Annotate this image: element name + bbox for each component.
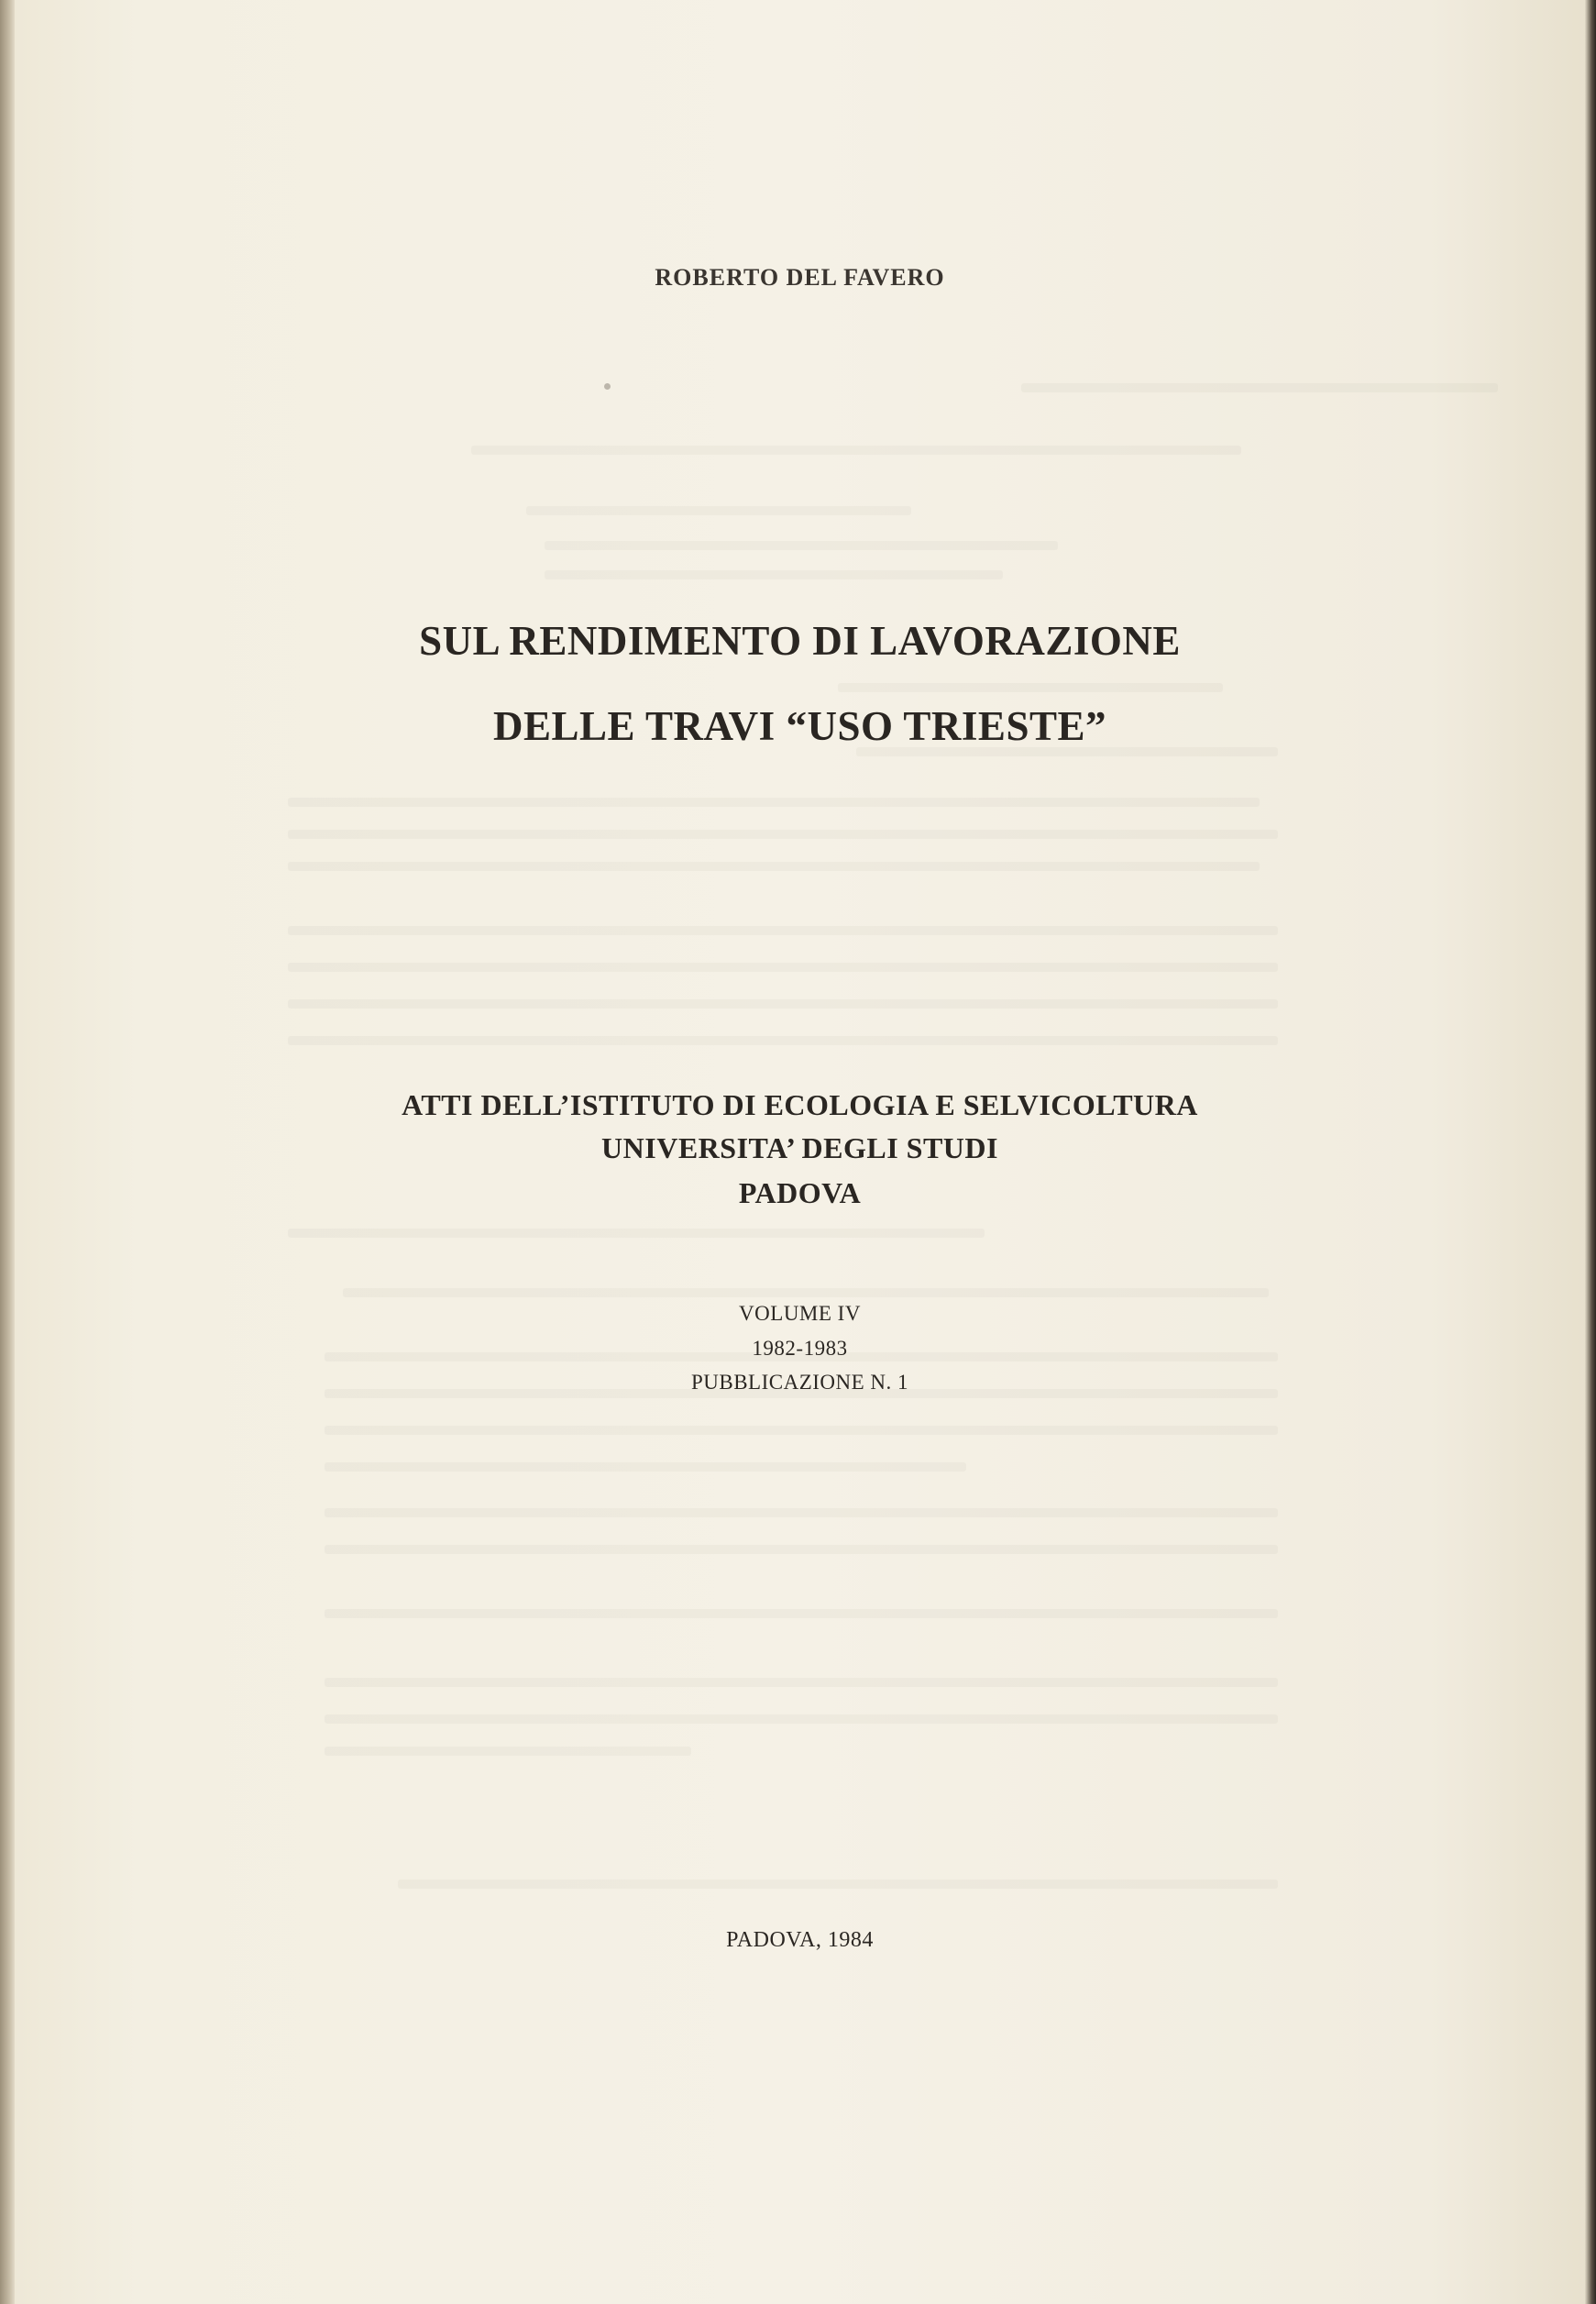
bleed-through bbox=[325, 1609, 1278, 1618]
bleed-through bbox=[545, 570, 1003, 579]
bleed-through bbox=[325, 1714, 1278, 1724]
volume-years: 1982-1983 bbox=[752, 1337, 848, 1360]
page-edge-shadow bbox=[1585, 0, 1596, 2304]
author-name: ROBERTO DEL FAVERO bbox=[655, 264, 945, 291]
publication-number: PUBBLICAZIONE N. 1 bbox=[690, 1371, 909, 1394]
bleed-through bbox=[288, 926, 1278, 935]
bleed-through bbox=[545, 541, 1058, 550]
bleed-through bbox=[526, 506, 911, 515]
bleed-through bbox=[325, 1747, 691, 1756]
bleed-through bbox=[398, 1880, 1278, 1889]
bleed-through bbox=[325, 1426, 1278, 1435]
binding-edge bbox=[0, 0, 15, 2304]
bleed-through bbox=[325, 1545, 1278, 1554]
bleed-through bbox=[471, 446, 1241, 455]
title-line-1: SUL RENDIMENTO DI LAVORAZIONE bbox=[419, 618, 1181, 664]
bleed-through bbox=[325, 1678, 1278, 1687]
institution-line-3: PADOVA bbox=[738, 1176, 862, 1209]
bleed-through bbox=[343, 1288, 1269, 1297]
title-line-2: DELLE TRAVI “USO TRIESTE” bbox=[492, 703, 1107, 749]
bleed-through bbox=[288, 1036, 1278, 1045]
paper-speck bbox=[604, 383, 611, 390]
bleed-through bbox=[288, 862, 1260, 871]
bleed-through bbox=[325, 1508, 1278, 1517]
bleed-through bbox=[325, 1462, 966, 1472]
bleed-through bbox=[838, 683, 1223, 692]
bleed-through bbox=[288, 1229, 985, 1238]
bleed-through bbox=[288, 830, 1278, 839]
bleed-through bbox=[1021, 383, 1498, 392]
institution-line-1: ATTI DELL’ISTITUTO DI ECOLOGIA E SELVICOLTURA bbox=[402, 1088, 1198, 1121]
title-page bbox=[13, 0, 1587, 2304]
bleed-through bbox=[288, 963, 1278, 972]
institution-line-2: UNIVERSITA’ DEGLI STUDI bbox=[601, 1131, 998, 1164]
imprint-place-date: PADOVA, 1984 bbox=[726, 1928, 874, 1952]
bleed-through bbox=[288, 999, 1278, 1009]
bleed-through bbox=[288, 798, 1260, 807]
volume-label: VOLUME IV bbox=[739, 1302, 861, 1325]
